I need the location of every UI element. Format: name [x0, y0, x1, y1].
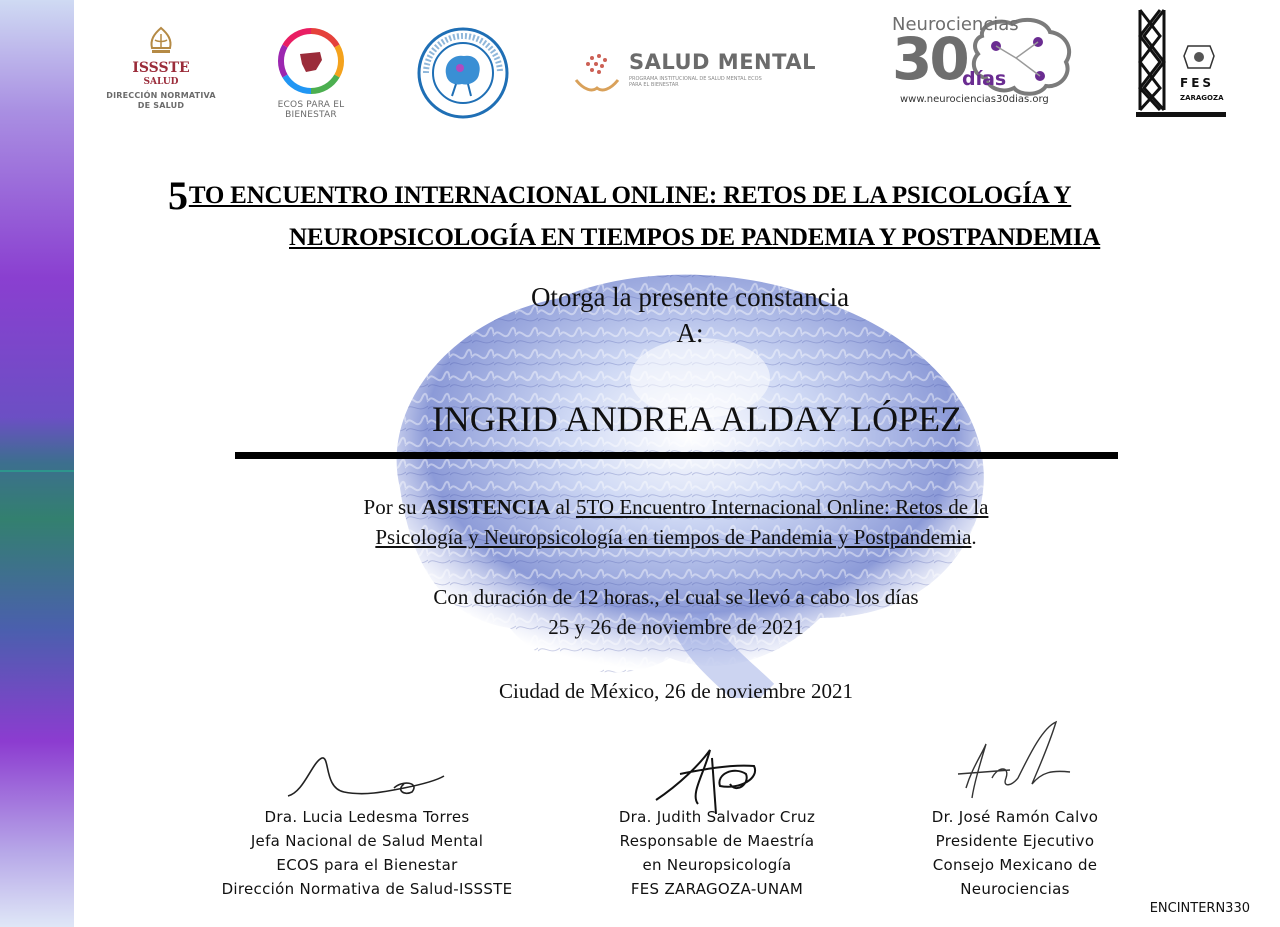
consejo-emblem-icon [416, 26, 510, 120]
p1-end: . [971, 525, 977, 549]
p1-bold: ASISTENCIA [421, 495, 551, 519]
fes-name: FES [1180, 76, 1215, 90]
decorative-sidebar [0, 0, 74, 927]
title-big-five: 5 [168, 173, 188, 218]
event-title-line2: NEUROPSICOLOGÍA EN TIEMPOS DE PANDEMIA Y POSTPANDEMIA [289, 224, 1101, 251]
neuro-top-text: Neurociencias [892, 14, 1019, 35]
p1-prefix: Por su [363, 495, 422, 519]
signature-calvo [952, 718, 1082, 808]
duration-line2: 25 y 26 de noviembre de 2021 [548, 615, 804, 639]
neuro-number: 30 [892, 25, 967, 93]
issste-logo [100, 26, 222, 111]
fes-zaragoza-logo [1134, 6, 1228, 120]
title-line1-text: TO ENCUENTRO INTERNACIONAL ONLINE: RETOS DE LA PSICOLOGÍA Y [188, 182, 1072, 209]
signatory-2-name: Dra. Judith Salvador Cruz [618, 808, 816, 826]
neuro-dias: días [962, 68, 1007, 90]
neurociencias-30-logo [890, 14, 1076, 110]
neuro-url: www.neurociencias30dias.org [900, 94, 1049, 105]
issste-emblem-icon [144, 26, 178, 56]
consejo-logo [415, 26, 511, 122]
signatory-3-org: Consejo Mexicano de [932, 856, 1098, 874]
signatory-1-org: ECOS para el Bienestar [276, 856, 458, 874]
place-date: Ciudad de México, 26 de noviembre 2021 [498, 679, 853, 703]
signatory-salvador [572, 805, 862, 901]
signatory-2-org: FES ZARAGOZA-UNAM [630, 880, 804, 898]
salud-mental-subtitle: PROGRAMA INSTITUCIONAL DE SALUD MENTAL ECOS PARA EL BIENESTAR [629, 76, 762, 88]
signature-salvador [650, 744, 770, 814]
signatory-3-org2: Neurociencias [960, 880, 1070, 898]
salud-mental-title: SALUD MENTAL [629, 50, 816, 74]
signatory-3-role: Presidente Ejecutivo [935, 832, 1095, 850]
signatory-calvo [900, 805, 1130, 901]
signatory-1-dept: Dirección Normativa de Salud-ISSSTE [221, 880, 513, 898]
grant-text: Otorga la presente constancia [530, 282, 850, 312]
ecos-logo [270, 26, 352, 120]
issste-caption: DIRECCIÓN NORMATIVA DE SALUD [106, 91, 216, 110]
recipient-name: INGRID ANDREA ALDAY LÓPEZ [431, 399, 963, 439]
signature-ledesma [284, 752, 454, 802]
signatory-2-program: en Neuropsicología [642, 856, 792, 874]
signatory-2-role: Responsable de Maestría [619, 832, 815, 850]
ecos-ring-icon [276, 26, 346, 96]
name-underline [235, 452, 1118, 459]
fes-emblem-icon [1134, 6, 1228, 120]
sidebar-divider [0, 470, 74, 472]
certificate-code: ENCINTERN330 [1149, 901, 1250, 916]
fes-place: ZARAGOZA [1180, 94, 1224, 102]
p1-event-name-2: Psicología y Neuropsicología en tiempos de Pandemia y Postpandemia [375, 525, 972, 549]
signatory-3-name: Dr. José Ramón Calvo [931, 808, 1099, 826]
salud-mental-hands-icon [572, 50, 622, 98]
signatory-1-name: Dra. Lucia Ledesma Torres [264, 808, 470, 826]
signatory-1-role: Jefa Nacional de Salud Mental [250, 832, 484, 850]
issste-subtitle: SALUD [143, 77, 179, 87]
p1-event-name-1: 5TO Encuentro Internacional Online: Retos de la [575, 495, 989, 519]
attendance-paragraph [36, 492, 1280, 552]
duration-paragraph [36, 582, 1280, 642]
issste-title: ISSSTE [132, 60, 190, 76]
event-title-line1 [168, 172, 1071, 219]
signatory-ledesma [212, 805, 522, 901]
duration-line1: Con duración de 12 horas., el cual se llevó a cabo los días [433, 585, 919, 609]
p1-mid: al [550, 495, 576, 519]
ecos-caption: ECOS PARA EL BIENESTAR [277, 100, 345, 120]
grant-to: A: [676, 318, 704, 348]
